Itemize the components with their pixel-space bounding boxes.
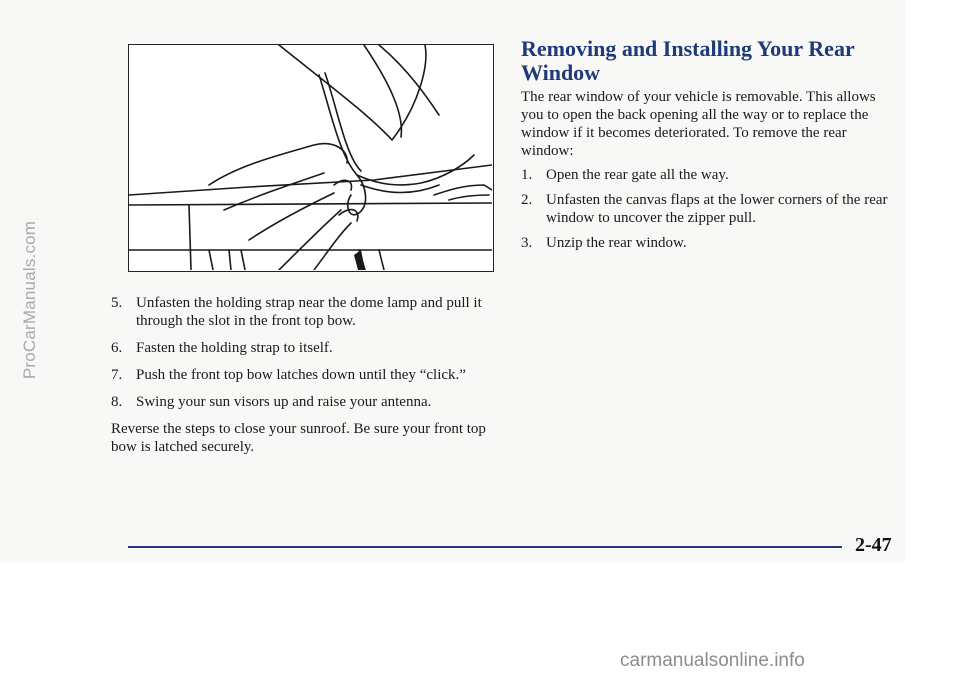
step-8	[111, 393, 496, 411]
bottom-watermark: carmanualsonline.info	[620, 650, 805, 671]
closing-paragraph: Reverse the steps to close your sunroof. Be sure your front top bow is latched securely.	[111, 421, 486, 455]
section-heading: Removing and Installing Your Rear Window	[521, 36, 855, 85]
step-text: Push the front top bow latches down until they “click.”	[136, 367, 466, 383]
step-number: 6.	[111, 340, 123, 356]
step-number: 8.	[111, 394, 123, 410]
right-column	[521, 88, 893, 259]
step-text: Open the rear gate all the way.	[546, 167, 729, 183]
intro-paragraph: The rear window of your vehicle is removable. This allows you to open the back opening all the way or to replace the window if it becomes deteriorated. To remove the rear window:	[521, 89, 876, 159]
step-7	[111, 366, 496, 384]
step-text: Unzip the rear window.	[546, 235, 687, 251]
step-3	[521, 234, 893, 252]
step-text: Swing your sun visors up and raise your antenna.	[136, 394, 432, 410]
step-number: 5.	[111, 295, 123, 311]
side-watermark: ProCarManuals.com	[20, 220, 39, 380]
left-column	[111, 294, 496, 456]
step-number: 7.	[111, 367, 123, 383]
step-text: Unfasten the holding strap near the dome lamp and pull it through the slot in the front top bow.	[136, 295, 482, 329]
step-number: 2.	[521, 192, 533, 208]
step-number: 1.	[521, 167, 533, 183]
footer-rule	[128, 546, 842, 548]
step-number: 3.	[521, 235, 533, 251]
step-2	[521, 191, 893, 227]
page-number: 2-47	[855, 534, 892, 556]
step-6	[111, 339, 496, 357]
hand-strap-drawing	[129, 45, 492, 270]
sunroof-illustration	[128, 44, 494, 272]
step-5	[111, 294, 496, 330]
step-text: Unfasten the canvas flaps at the lower corners of the rear window to uncover the zipper pull.	[546, 192, 888, 226]
step-1	[521, 166, 893, 184]
step-text: Fasten the holding strap to itself.	[136, 340, 333, 356]
